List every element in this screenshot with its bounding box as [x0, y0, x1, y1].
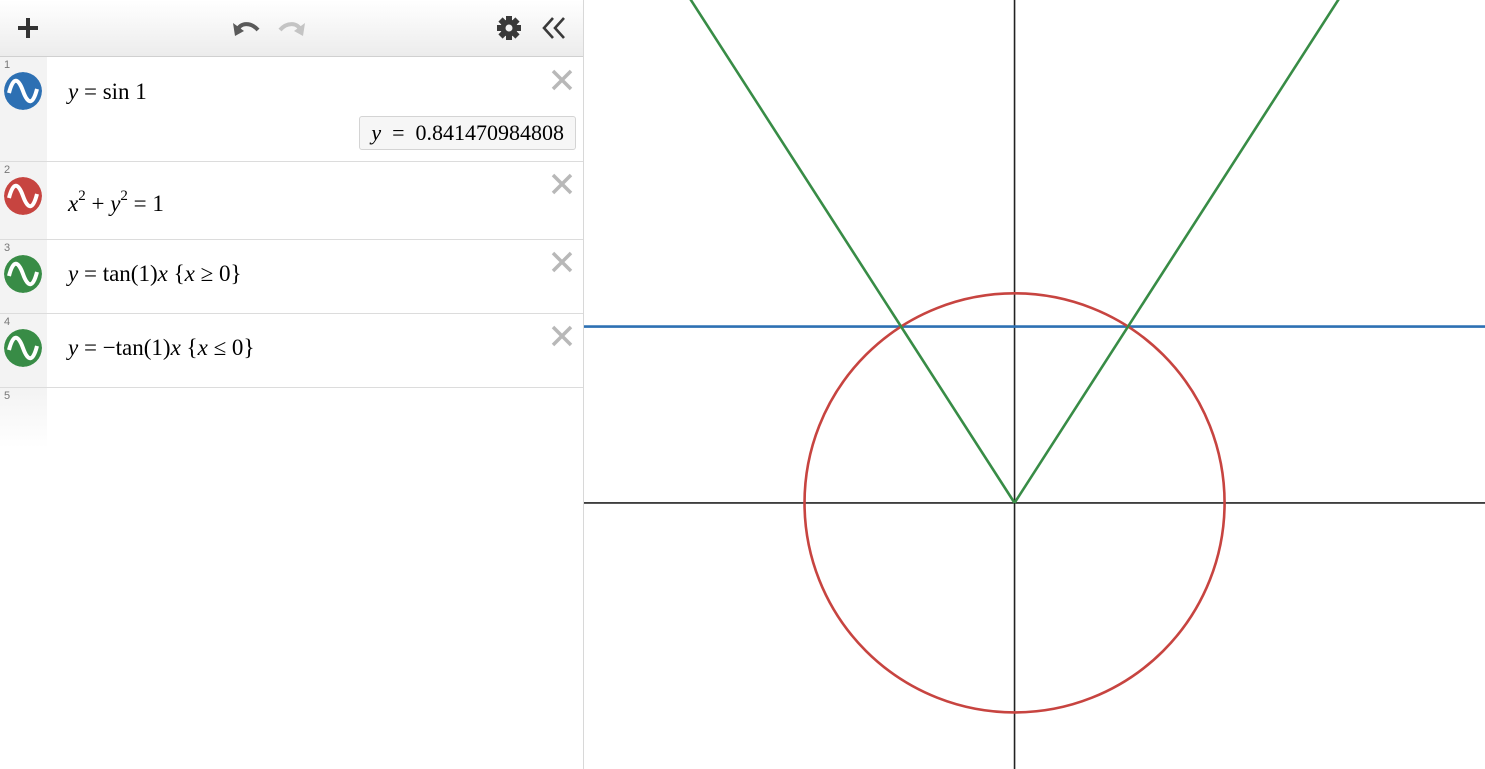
expression-index: 4	[4, 316, 11, 328]
series-ray-positive[interactable]	[1015, 0, 1485, 503]
expression-math[interactable]: y = tan(1)x {x ≥ 0}	[68, 261, 242, 286]
expression-gutter	[0, 57, 47, 161]
graph-color-icon[interactable]	[4, 255, 42, 293]
expression-math[interactable]: y = sin 1	[68, 79, 147, 104]
expression-index: 3	[4, 242, 11, 254]
double-chevron-left-icon	[540, 15, 568, 41]
expression-index: 5	[4, 390, 11, 402]
new-expression-row[interactable]	[0, 388, 47, 448]
undo-button[interactable]	[230, 12, 262, 44]
graph-canvas[interactable]	[584, 0, 1485, 769]
delete-expression-icon[interactable]	[549, 171, 575, 197]
evaluation-result: y = 0.841470984808	[359, 116, 576, 150]
undo-icon	[231, 17, 261, 39]
redo-icon	[277, 17, 307, 39]
expression-math[interactable]: y = −tan(1)x {x ≤ 0}	[68, 335, 255, 360]
expression-gutter	[0, 240, 47, 313]
expression-row[interactable]	[0, 240, 583, 314]
series-ray-negative[interactable]	[584, 0, 1015, 503]
expression-math[interactable]: $x^2 + y^2 = 1$	[68, 188, 164, 216]
plus-icon	[15, 15, 41, 41]
expression-row[interactable]	[0, 162, 583, 240]
delete-expression-icon[interactable]	[549, 67, 575, 93]
expression-gutter	[0, 162, 47, 239]
gear-icon	[496, 15, 522, 41]
settings-button[interactable]	[493, 12, 525, 44]
toolbar	[0, 0, 583, 57]
graph-color-icon[interactable]	[4, 72, 42, 110]
graph-color-icon[interactable]	[4, 329, 42, 367]
redo-button[interactable]	[276, 12, 308, 44]
expression-row[interactable]	[0, 57, 583, 162]
collapse-panel-button[interactable]	[538, 12, 570, 44]
expression-row[interactable]	[0, 314, 583, 388]
expression-index: 2	[4, 164, 11, 176]
graph-color-icon[interactable]	[4, 177, 42, 215]
delete-expression-icon[interactable]	[549, 249, 575, 275]
expression-gutter	[0, 314, 47, 387]
expression-index: 1	[4, 59, 11, 71]
expression-list-panel	[0, 0, 584, 769]
add-expression-button[interactable]	[12, 12, 44, 44]
delete-expression-icon[interactable]	[549, 323, 575, 349]
